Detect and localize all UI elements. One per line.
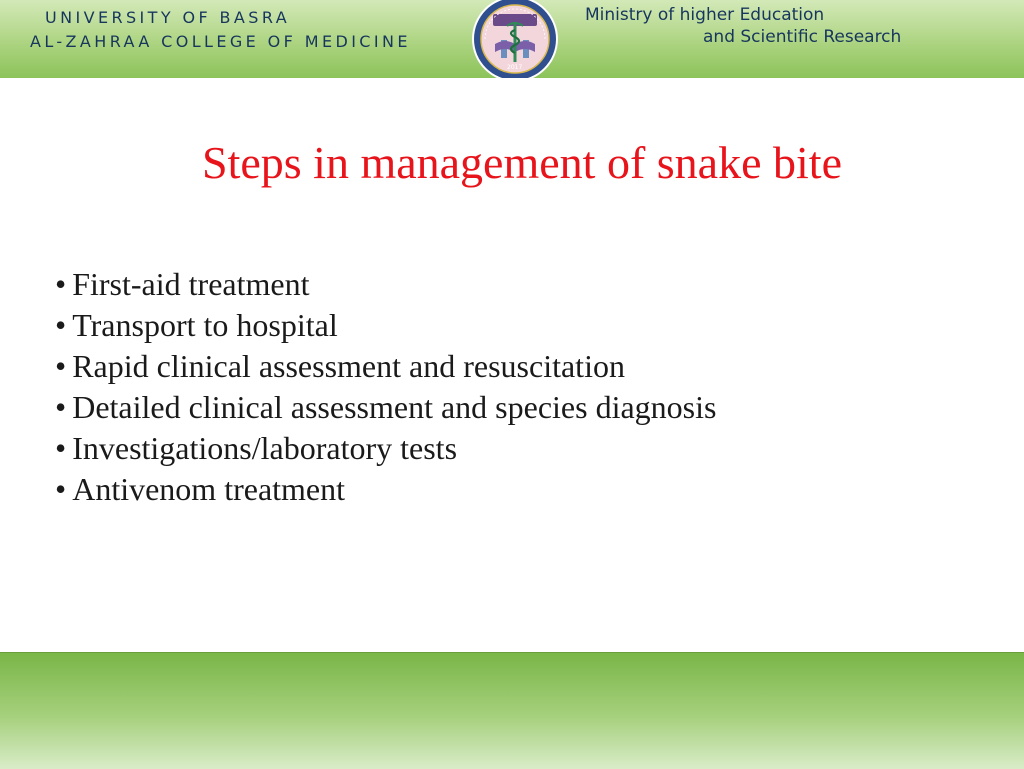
bullet-text: Detailed clinical assessment and species diagnosis (72, 389, 717, 425)
bullet-dot-icon: • (55, 307, 67, 343)
bullet-text: First-aid treatment (72, 266, 310, 302)
bullet-dot-icon: • (55, 389, 67, 425)
seal-year: 2017 (507, 64, 523, 71)
bullet-text: Transport to hospital (72, 307, 338, 343)
university-name: UNIVERSITY OF BASRA (45, 8, 291, 27)
bullet-dot-icon: • (55, 430, 67, 466)
bullet-text: Antivenom treatment (72, 471, 346, 507)
bullet-item (55, 305, 716, 346)
bullet-item (55, 387, 716, 428)
bullet-item (55, 469, 716, 510)
college-name: AL-ZAHRAA COLLEGE OF MEDICINE (30, 32, 411, 51)
bullet-item (55, 428, 716, 469)
bullet-item (55, 346, 716, 387)
slide-title: Steps in management of snake bite (201, 137, 842, 188)
bullet-dot-icon: • (55, 266, 67, 302)
bullet-item (55, 264, 716, 305)
ministry-line-1: Ministry of higher Education (585, 5, 825, 25)
college-seal-logo (471, 0, 559, 78)
bullet-text: Rapid clinical assessment and resuscitation (72, 348, 625, 384)
footer-banner (0, 652, 1024, 769)
bullet-dot-icon: • (55, 348, 67, 384)
header-banner (0, 0, 1024, 78)
ministry-line-2: and Scientific Research (703, 27, 902, 47)
bullet-text: Investigations/laboratory tests (72, 430, 458, 466)
bullet-dot-icon: • (55, 471, 67, 507)
bullet-list (55, 264, 716, 510)
